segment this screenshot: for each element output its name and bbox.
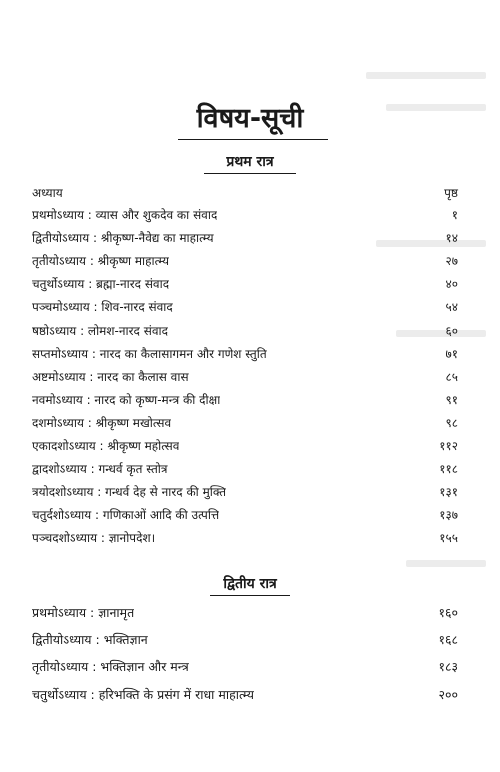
toc-entry-label: एकादशोऽध्याय : श्रीकृष्ण महोत्सव [32, 439, 180, 453]
toc-entry-label: सप्तमोऽध्याय : नारद का कैलासागमन और गणेश स्तुति [32, 346, 267, 361]
toc-entry-page: ११८ [439, 462, 458, 477]
toc-entry [32, 684, 458, 705]
toc-entry-label: तृतीयोऽध्याय : श्रीकृष्ण माहात्म्य [32, 254, 170, 269]
toc-entry [32, 656, 458, 677]
toc-entry-page: ९१ [445, 392, 458, 407]
section-underline [204, 173, 296, 174]
section-heading-first: प्रथम रात्र [226, 154, 274, 170]
toc-entry [32, 602, 458, 623]
toc-entry-label: अष्टमोऽध्याय : नारद का कैलास वास [32, 369, 189, 384]
title-underline [178, 139, 328, 140]
toc-entry [32, 273, 458, 294]
toc-entry-page: ११२ [439, 439, 458, 453]
toc-entry-label: नवमोऽध्याय : नारद को कृष्ण-मन्त्र की दीक्षा [32, 392, 221, 407]
toc-entry-label: पञ्चदशोऽध्याय : ज्ञानोपदेश। [32, 531, 156, 546]
toc-entry-page: ८५ [445, 369, 458, 384]
toc-entry [32, 250, 458, 271]
toc-entry-page: १८३ [438, 659, 458, 675]
toc-entry-label: चतुर्दशोऽध्याय : गणिकाओं आदि की उत्पत्ति [32, 508, 220, 523]
toc-entry-label: द्वितीयोऽध्याय : भक्तिज्ञान [32, 632, 148, 648]
bleed-through-mark [406, 560, 486, 567]
toc-entry-page: २७ [445, 254, 458, 269]
toc-entry-label: तृतीयोऽध्याय : भक्तिज्ञान और मन्त्र [32, 659, 189, 675]
toc-entry-page: २०० [438, 686, 458, 702]
toc-entry [32, 389, 458, 410]
toc-entry [32, 320, 458, 341]
toc-entry-page: १४ [445, 231, 458, 246]
toc-entry-page: १३१ [439, 485, 458, 500]
toc-entry-page: ४० [445, 277, 458, 292]
toc-entry-label: चतुर्थोऽध्याय : हरिभक्ति के प्रसंग में राधा माहात्म्य [32, 686, 255, 702]
toc-entry [32, 435, 458, 456]
toc-entry-page: १६८ [438, 632, 458, 648]
column-header-chapter: अध्याय [32, 186, 63, 200]
toc-entry [32, 458, 458, 479]
column-header-page: पृष्ठ [444, 186, 458, 200]
toc-entry-label: षष्ठोऽध्याय : लोमश-नारद संवाद [32, 323, 168, 338]
toc-entry [32, 629, 458, 650]
toc-entry-label: द्वादशोऽध्याय : गन्धर्व कृत स्तोत्र [32, 462, 168, 477]
toc-entry [32, 366, 458, 387]
page-title: विषय-सूची [196, 103, 304, 134]
toc-entry-label: त्रयोदशोऽध्याय : गन्धर्व देह से नारद की मुक्ति [32, 485, 227, 500]
toc-entry [32, 527, 458, 548]
toc-entry [32, 481, 458, 502]
bleed-through-mark [366, 72, 486, 79]
toc-entry [32, 296, 458, 317]
toc-entry-page: ७१ [445, 346, 458, 361]
toc-entry [32, 504, 458, 525]
toc-entry-label: प्रथमोऽध्याय : व्यास और शुकदेव का संवाद [32, 208, 218, 222]
toc-entry [32, 343, 458, 364]
toc-entry-label: दशमोऽध्याय : श्रीकृष्ण मखोत्सव [32, 415, 172, 430]
toc-entry [32, 227, 458, 248]
toc-entry [32, 204, 458, 225]
toc-entry-page: १५५ [439, 531, 458, 546]
toc-entry-page: १६० [438, 605, 458, 620]
toc-entry-page: १३७ [439, 508, 458, 523]
section-heading-second: द्वितीय रात्र [223, 576, 277, 592]
toc-entry-label: पञ्चमोऽध्याय : शिव-नारद संवाद [32, 300, 173, 315]
section-underline [210, 595, 290, 596]
toc-entry-page: ५४ [445, 300, 458, 315]
toc-entry-label: प्रथमोऽध्याय : ज्ञानामृत [32, 605, 135, 620]
toc-entry-page: १ [451, 208, 458, 222]
toc-entry-page: ६० [445, 323, 458, 338]
toc-entry [32, 412, 458, 433]
toc-entry-label: चतुर्थोऽध्याय : ब्रह्मा-नारद संवाद [32, 277, 170, 292]
toc-entry-label: द्वितीयोऽध्याय : श्रीकृष्ण-नैवेद्य का माहात्म्य [32, 231, 214, 246]
toc-entry-page: ९८ [445, 415, 458, 430]
